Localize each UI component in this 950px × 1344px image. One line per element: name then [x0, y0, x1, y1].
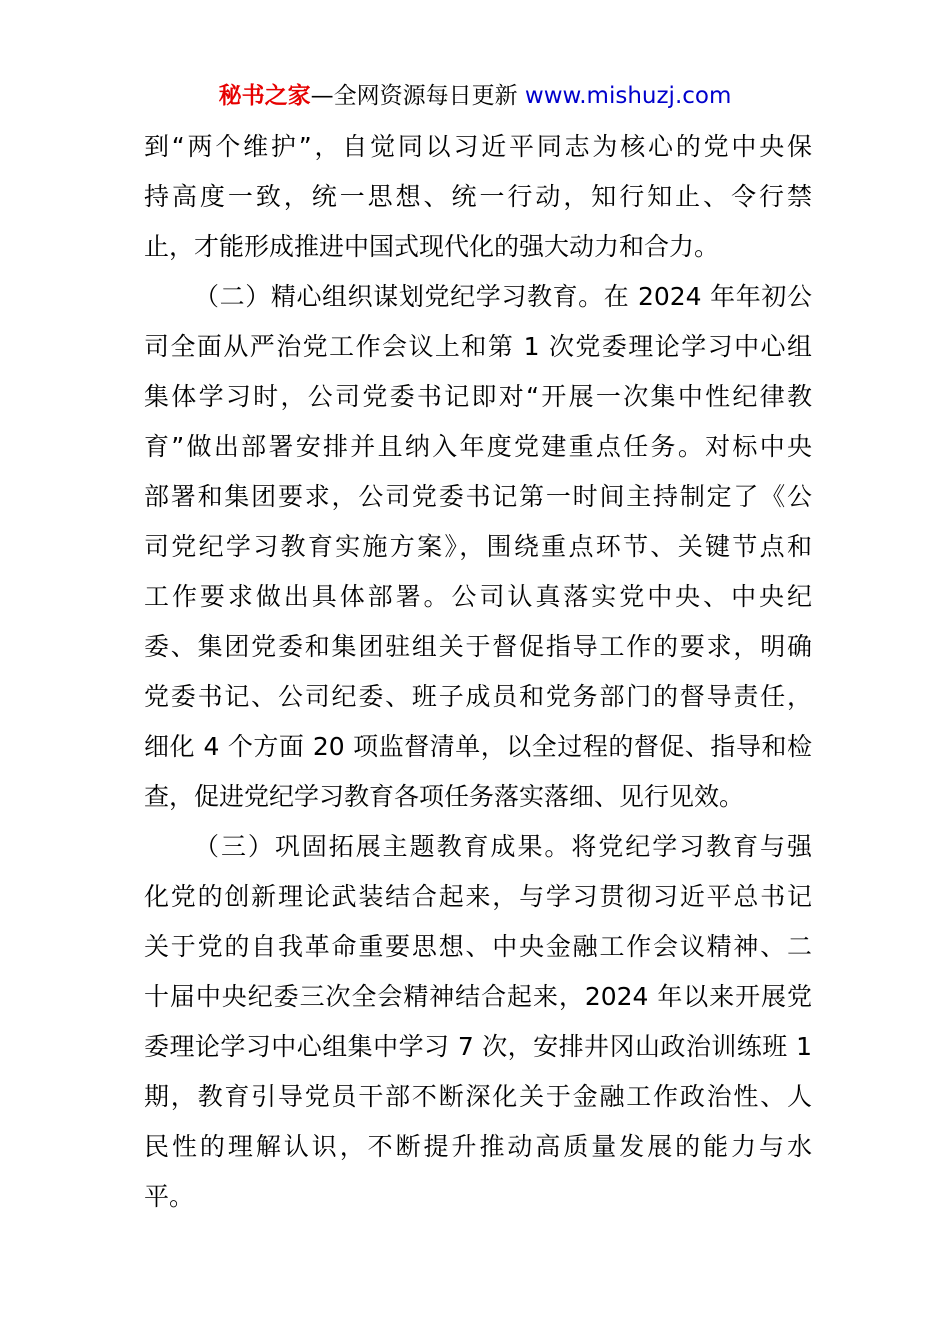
text-line: 关于党的自我革命重要思想、中央金融工作会议精神、二 — [144, 932, 812, 961]
text-line: 期，教育引导党员干部不断深化关于金融工作政治性、人 — [144, 1082, 812, 1111]
text-line: 育”做出部署安排并且纳入年度党建重点任务。对标中央 — [144, 432, 812, 461]
text-line: 平。 — [144, 1182, 195, 1211]
text-line: 十届中央纪委三次全会精神结合起来，2024 年以来开展党 — [144, 982, 812, 1011]
text-line: 化党的创新理论武装结合起来，与学习贯彻习近平总书记 — [144, 882, 812, 911]
section-heading-line: （三）巩固拓展主题教育成果。将党纪学习教育与强 — [194, 832, 812, 861]
text-line: 集体学习时，公司党委书记即对“开展一次集中性纪律教 — [144, 382, 812, 411]
text-line: 民性的理解认识，不断提升推动高质量发展的能力与水 — [144, 1132, 812, 1161]
text-line: 止，才能形成推进中国式现代化的强大动力和合力。 — [144, 232, 720, 261]
text-line: 委、集团党委和集团驻组关于督促指导工作的要求，明确 — [144, 632, 812, 661]
site-tagline: —全网资源每日更新 — [310, 83, 525, 109]
text-line: 查，促进党纪学习教育各项任务落实落细、见行见效。 — [144, 782, 745, 811]
text-line: 持高度一致，统一思想、统一行动，知行知止、令行禁 — [144, 182, 812, 211]
site-brand: 秘书之家 — [218, 83, 311, 109]
text-line: 司党纪学习教育实施方案》，围绕重点环节、关键节点和 — [144, 532, 812, 561]
section-heading-line: （二）精心组织谋划党纪学习教育。在 2024 年年初公 — [194, 282, 812, 311]
text-line: 到“两个维护”，自觉同以习近平同志为核心的党中央保 — [144, 132, 812, 161]
site-header — [0, 80, 950, 112]
document-body — [144, 122, 812, 1222]
text-line: 工作要求做出具体部署。公司认真落实党中央、中央纪 — [144, 582, 812, 611]
text-line: 党委书记、公司纪委、班子成员和党务部门的督导责任， — [144, 682, 812, 711]
text-line: 部署和集团要求，公司党委书记第一时间主持制定了《公 — [144, 482, 812, 511]
site-url-link[interactable]: www.mishuzj.com — [524, 83, 732, 109]
text-line: 司全面从严治党工作会议上和第 1 次党委理论学习中心组 — [144, 332, 812, 361]
text-line: 委理论学习中心组集中学习 7 次，安排井冈山政治训练班 1 — [144, 1032, 812, 1061]
text-line: 细化 4 个方面 20 项监督清单，以全过程的督促、指导和检 — [144, 732, 812, 761]
